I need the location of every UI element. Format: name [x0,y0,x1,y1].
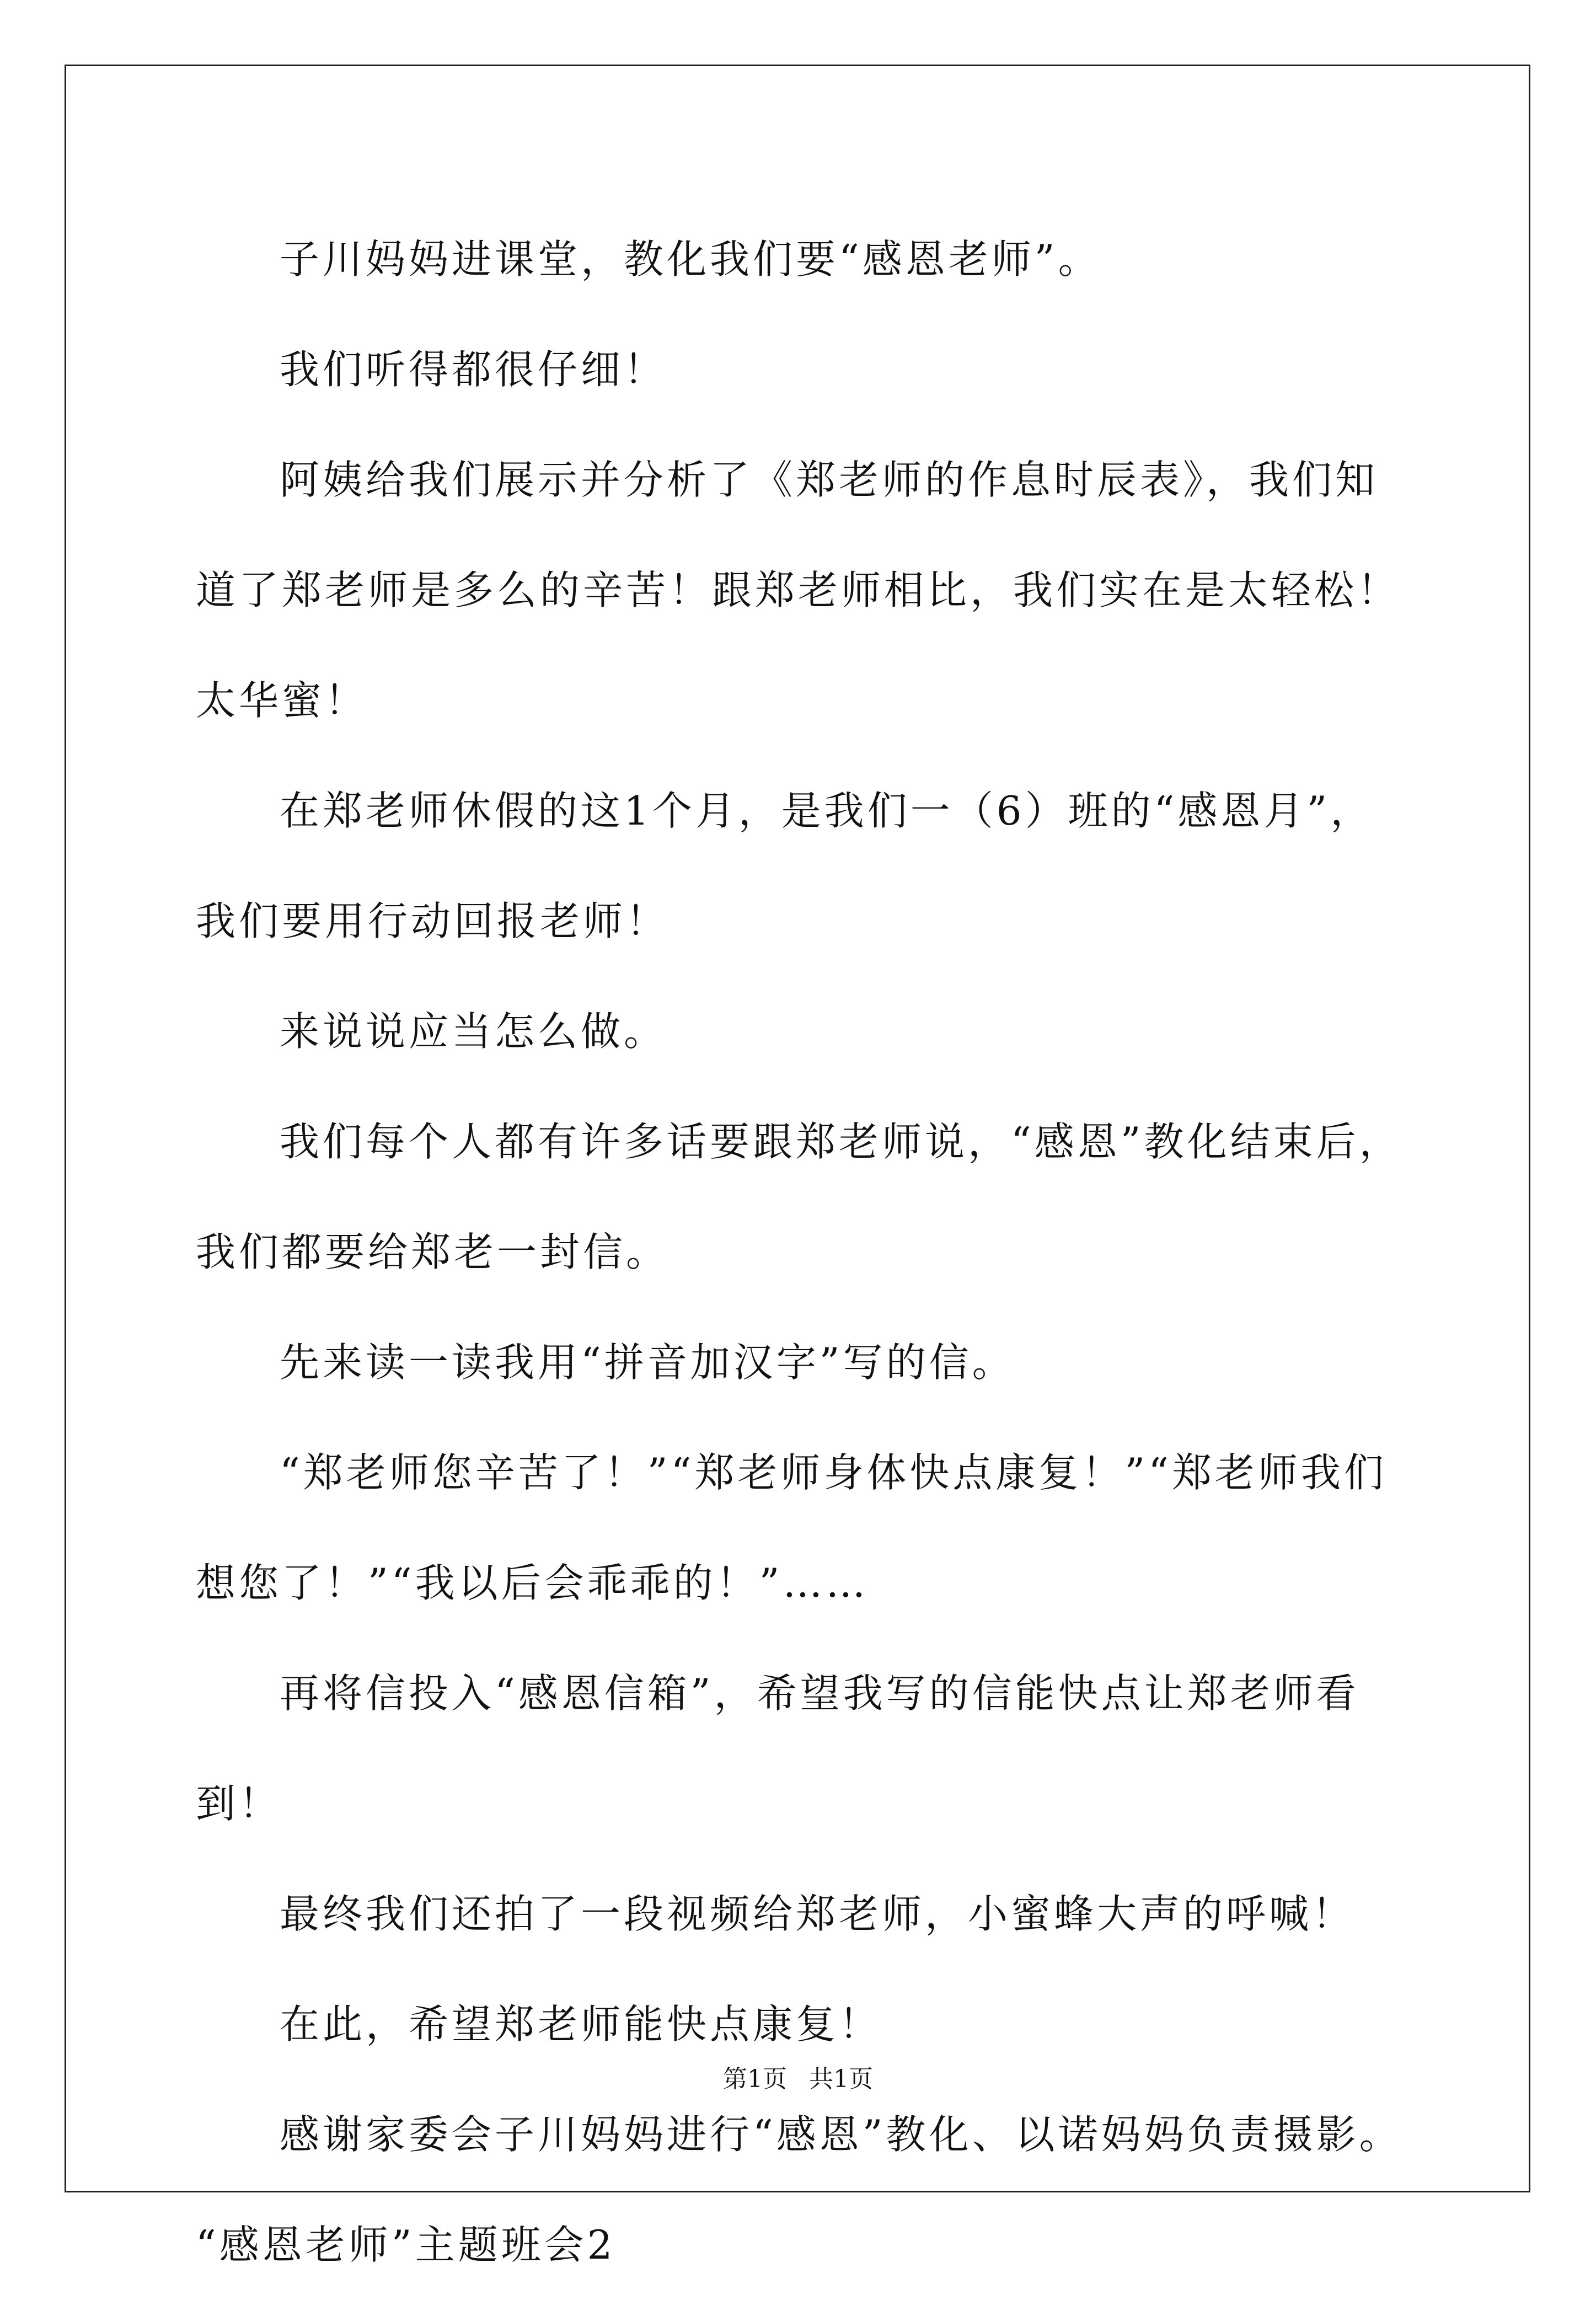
paragraph-3: 阿姨给我们展示并分析了《郑老师的作息时辰表》，我们知道了郑老师是多么的辛苦！跟郑老师相比，我们实在是太轻松！太华蜜！ [196,457,1401,724]
document-body [196,204,1404,2300]
paragraph-12: 感谢家委会子川妈妈进行“感恩”教化、以诺妈妈负责摄影。 [280,2111,1402,2158]
page-footer [0,2063,1596,2096]
section-heading: “感恩老师”主题班会2 [196,2222,616,2268]
paragraph-9: 再将信投入“感恩信箱”，希望我写的信能快点让郑老师看到！ [196,1670,1359,1827]
paragraph-2: 我们听得都很仔细！ [280,346,667,393]
page-number: 第1页 [723,2065,787,2093]
page-total: 共1页 [809,2065,873,2093]
paragraph-10: 最终我们还拍了一段视频给郑老师，小蜜蜂大声的呼喊！ [280,1891,1356,1937]
paragraph-7: 先来读一读我用“拼音加汉字”写的信。 [280,1339,1015,1386]
paragraph-11: 在此，希望郑老师能快点康复！ [280,2001,882,2047]
paragraph-6: 我们每个人都有许多话要跟郑老师说，“感恩”教化结束后，我们都要给郑老一封信。 [196,1119,1402,1275]
paragraph-1: 子川妈妈进课堂，教化我们要“感恩老师”。 [280,236,1101,282]
paragraph-5: 来说说应当怎么做。 [280,1008,667,1055]
paragraph-4: 在郑老师休假的这1个月，是我们一（6）班的“感恩月”，我们要用行动回报老师！ [196,788,1374,944]
paragraph-8: “郑老师您辛苦了！”“郑老师身体快点康复！”“郑老师我们想您了！”“我以后会乖乖的！”…… [196,1449,1388,1606]
